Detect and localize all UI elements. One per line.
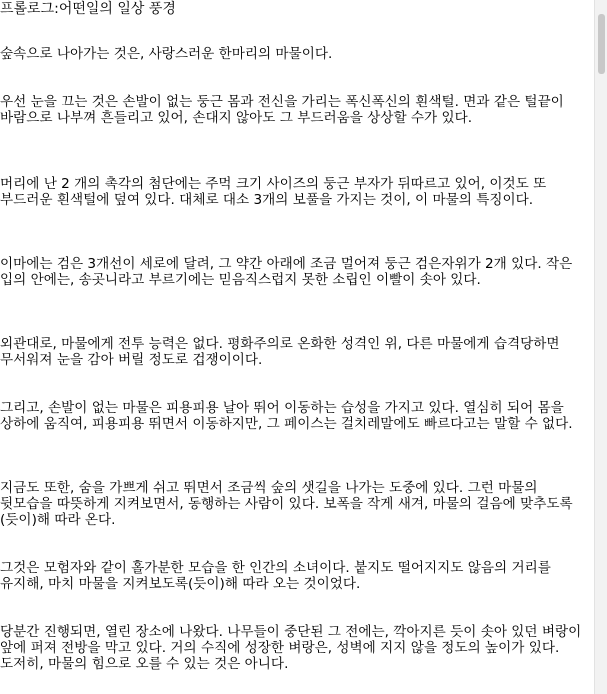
paragraph-5: 외관대로, 마물에게 전투 능력은 없다. 평화주의로 온화한 성격인 위, 다른 마물에게 습격당하면 무서워져 눈을 감아 버릴 정도로 겁쟁이이다. [0,336,560,368]
scrollbar-thumb[interactable] [598,14,605,74]
document-title: 프롤로그:어떤일의 일상 풍경 [0,1,176,17]
paragraph-3: 머리에 난 2 개의 촉각의 첨단에는 주먹 크기 사이즈의 둥근 부자가 뒤따르고 있어, 이것도 또 부드러운 흰색털에 덮여 있다. 대체로 대소 3개의 보풀을 가지는 것이, 이 마물의 특징이다. [0,176,547,208]
paragraph-4: 이마에는 검은 3개선이 세로에 달려, 그 약간 아래에 조금 멀어져 둥근 검은자위가 2개 있다. 작은 입의 안에는, 송곳니라고 부르기에는 믿음직스럽지 못한 소립인 이빨이 솟아 있다. [0,256,573,288]
paragraph-8: 그것은 모험자와 같이 홀가분한 모습을 한 인간의 소녀이다. 붙지도 떨어지지도 않음의 거리를 유지해, 마치 마물을 지켜보도록(듯이)해 따라 오는 것이었다. [0,560,551,592]
vertical-scrollbar[interactable] [594,0,607,694]
paragraph-7: 지금도 또한, 숨을 가쁘게 쉬고 뛰면서 조금씩 숲의 샛길을 나가는 도중에 있다. 그런 마물의 뒷모습을 따뜻하게 지켜보면서, 동행하는 사람이 있다. 보폭을 작게 새겨, 마물의 걸음에 맞추도록(듯이)해 따라 온다. [0,480,573,528]
paragraph-2: 우선 눈을 끄는 것은 손발이 없는 둥근 몸과 전신을 가리는 폭신폭신의 흰색털. 면과 같은 털끝이 바람으로 나부껴 흔들리고 있어, 손대지 않아도 그 부드러움을 상상할 수가 있다. [0,94,564,126]
paragraph-1: 숲속으로 나아가는 것은, 사랑스러운 한마리의 마물이다. [0,46,333,62]
paragraph-6: 그리고, 손발이 없는 마물은 피용피용 날아 뛰어 이동하는 습성을 가지고 있다. 열심히 되어 몸을 상하에 움직여, 피용피용 뛰면서 이동하지만, 그 페이스는 걸치레말에도 빠르다고는 말할 수 없다. [0,400,573,432]
paragraph-9: 당분간 진행되면, 열린 장소에 나왔다. 나무들이 중단된 그 전에는, 깍아지른 듯이 솟아 있던 벼랑이 앞에 퍼져 전방을 막고 있다. 거의 수직에 성장한 벼랑은, 성벽에 지지 않을 정도의 높이가 있다. 도저히, 마물의 힘으로 오를 수 있는 것은 아니다. [0,624,582,672]
